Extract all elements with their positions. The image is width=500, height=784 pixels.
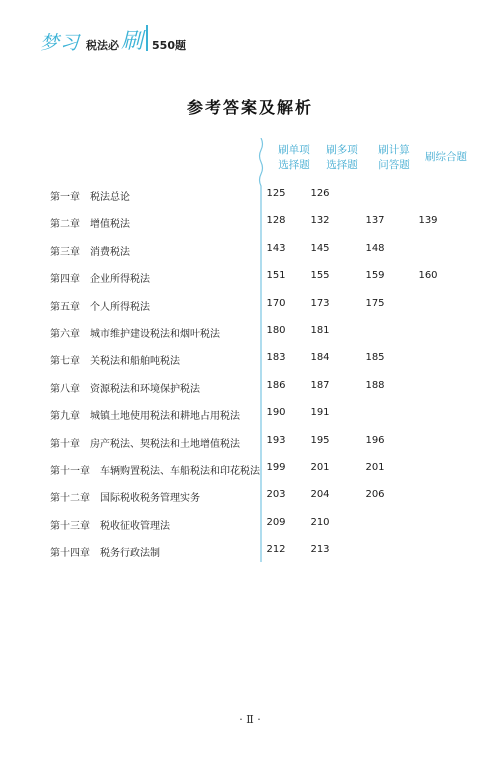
brand-text: 税法必 <box>86 39 120 52</box>
column-header: 刷综合题 <box>425 151 467 163</box>
page-ref[interactable]: 201 <box>310 462 330 473</box>
chapter-row[interactable] <box>0 407 500 425</box>
page-ref[interactable]: 170 <box>266 297 286 309</box>
page-ref[interactable]: 181 <box>310 325 330 336</box>
chapter-row[interactable] <box>0 215 500 233</box>
chapter-title: 第七章 关税法和船舶吨税法 <box>50 356 180 368</box>
page-ref[interactable]: 193 <box>266 434 286 446</box>
column-header: 刷多项 选择题 <box>326 144 358 171</box>
chapter-title: 第十二章 国际税收税务管理实务 <box>50 493 200 505</box>
chapter-title: 第九章 城镇土地使用税法和耕地占用税法 <box>50 411 240 423</box>
page-ref[interactable]: 204 <box>310 489 330 501</box>
brand-brush-glyph: 刷 <box>121 29 144 54</box>
page-number: · Ⅱ · <box>239 713 261 726</box>
page-ref[interactable]: 188 <box>365 379 385 391</box>
brand-logo-mark: 梦习 <box>40 32 81 54</box>
chapter-row[interactable] <box>0 462 500 480</box>
chapter-title: 第二章 增值税法 <box>50 219 130 231</box>
page-ref[interactable]: 148 <box>365 242 385 254</box>
page-ref[interactable]: 187 <box>310 379 330 391</box>
chapter-title: 第十章 房产税法、契税法和土地增值税法 <box>50 438 240 450</box>
chapter-row[interactable] <box>0 188 500 206</box>
chapter-row[interactable] <box>0 270 500 288</box>
page-ref[interactable]: 159 <box>365 270 385 282</box>
page-ref[interactable]: 125 <box>266 188 286 199</box>
page-ref[interactable]: 210 <box>310 516 330 528</box>
column-header: 刷计算 问答题 <box>378 144 410 171</box>
chapter-title: 第十一章 车辆购置税法、车船税法和印花税法 <box>50 466 260 477</box>
page-title: 参考答案及解析 <box>186 98 313 117</box>
chapter-title: 第四章 企业所得税法 <box>50 274 150 286</box>
page-ref[interactable]: 203 <box>266 489 286 501</box>
chapter-title: 第十四章 税务行政法制 <box>50 548 160 560</box>
page-ref[interactable]: 190 <box>266 407 286 419</box>
column-header: 刷单项 选择题 <box>278 144 310 171</box>
page-ref[interactable]: 183 <box>266 352 286 364</box>
chapter-row[interactable] <box>0 298 500 316</box>
page-ref[interactable]: 175 <box>365 297 385 309</box>
chapter-title: 第三章 消费税法 <box>50 246 130 258</box>
page-ref[interactable]: 137 <box>365 215 385 227</box>
page-ref[interactable]: 196 <box>365 434 385 446</box>
page-ref[interactable]: 213 <box>310 544 330 556</box>
page-ref[interactable]: 191 <box>310 407 330 419</box>
chapter-row[interactable] <box>0 352 500 370</box>
page-ref[interactable]: 212 <box>266 544 286 556</box>
page-ref[interactable]: 195 <box>310 434 330 446</box>
page-ref[interactable]: 186 <box>266 379 286 391</box>
page-ref[interactable]: 143 <box>266 242 286 254</box>
page-ref[interactable]: 128 <box>266 215 286 227</box>
chapter-row[interactable] <box>0 517 500 535</box>
chapter-row[interactable] <box>0 380 500 398</box>
book-header <box>40 22 186 54</box>
page-ref[interactable]: 206 <box>365 489 385 501</box>
page-ref[interactable]: 201 <box>365 462 385 473</box>
page-ref[interactable]: 180 <box>266 325 286 336</box>
chapter-title: 第六章 城市维护建设税法和烟叶税法 <box>50 329 220 340</box>
page-ref[interactable]: 155 <box>310 270 330 282</box>
page-ref[interactable]: 139 <box>418 215 438 227</box>
chapter-title: 第八章 资源税法和环境保护税法 <box>50 383 200 395</box>
page-ref[interactable]: 185 <box>365 352 385 364</box>
brand-count: 550题 <box>152 39 186 52</box>
page-ref[interactable]: 151 <box>266 270 286 282</box>
page-ref[interactable]: 145 <box>310 242 330 254</box>
page-ref[interactable]: 184 <box>310 352 330 364</box>
page-ref[interactable]: 199 <box>266 462 286 473</box>
page-ref[interactable]: 160 <box>418 270 438 282</box>
page-ref[interactable]: 209 <box>266 516 286 528</box>
chapter-row[interactable] <box>0 544 500 562</box>
brand-divider-bar <box>146 25 148 51</box>
chapter-title: 第十三章 税收征收管理法 <box>50 520 170 532</box>
page-ref[interactable]: 132 <box>310 215 330 227</box>
chapter-row[interactable] <box>0 489 500 507</box>
chapter-row[interactable] <box>0 243 500 261</box>
page-ref[interactable]: 126 <box>310 188 330 199</box>
chapter-row[interactable] <box>0 435 500 453</box>
chapter-title: 第五章 个人所得税法 <box>50 301 150 313</box>
chapter-row[interactable] <box>0 325 500 343</box>
chapter-title: 第一章 税法总论 <box>50 192 130 203</box>
page-ref[interactable]: 173 <box>310 297 330 309</box>
